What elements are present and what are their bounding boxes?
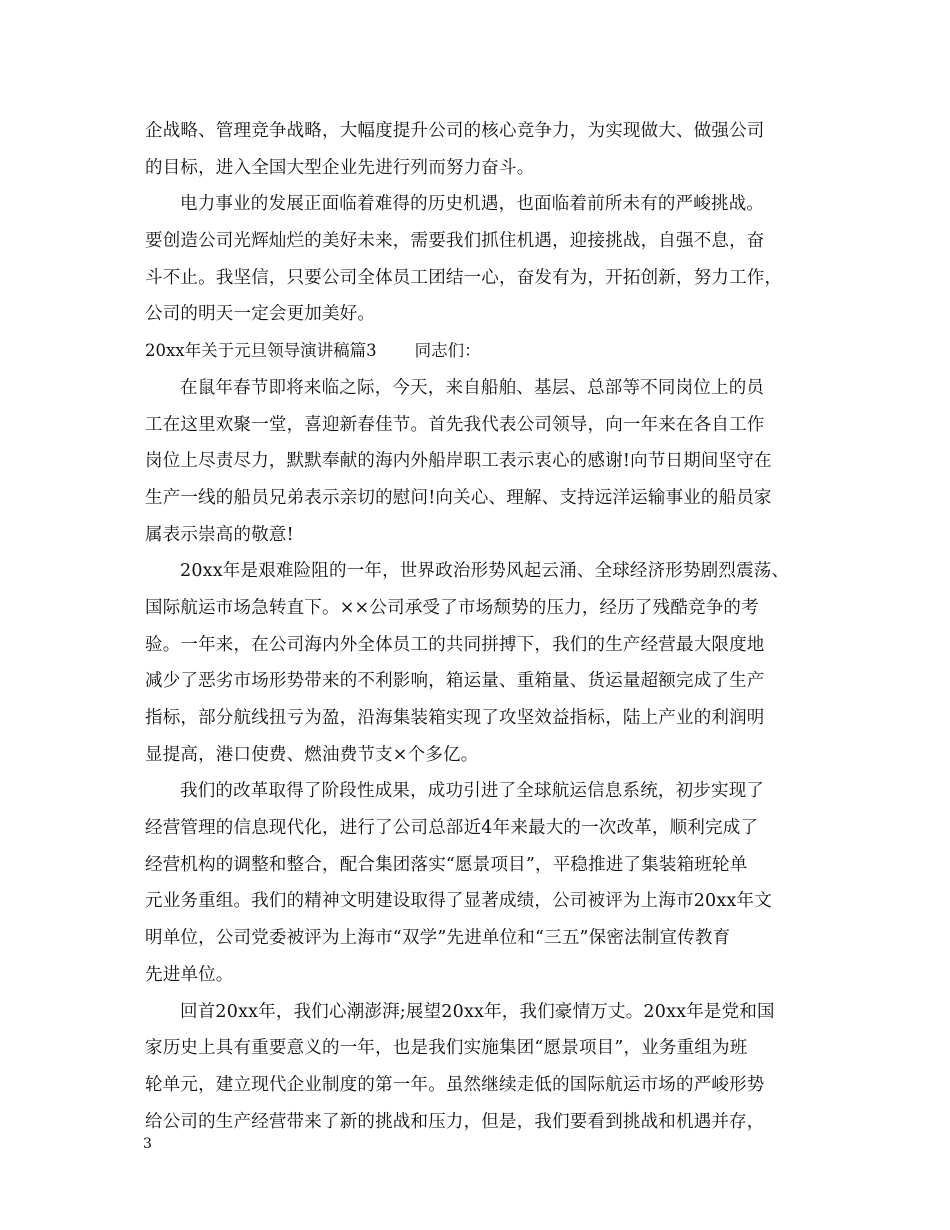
paragraph-line: 要创造公司光辉灿烂的美好未来，需要我们抓住机遇，迎接挑战，自强不息，奋 <box>145 231 765 252</box>
document-body <box>145 113 810 1140</box>
paragraph-first-line: 电力事业的发展正面临着难得的历史机遇，也面临着前所未有的严峻挑战。 <box>180 194 765 215</box>
paragraph-line: 的目标，进入全国大型企业先进行列而努力奋斗。 <box>145 157 535 178</box>
paragraph-line: 属表示崇高的敬意! <box>145 524 294 545</box>
paragraph-line: 验。一年来，在公司海内外全体员工的共同拼搏下，我们的生产经营最大限度地 <box>145 634 765 655</box>
section-heading <box>145 333 810 370</box>
paragraph-line: 元业务重组。我们的精神文明建设取得了显著成绩，公司被评为上海市20xx年文 <box>145 891 772 912</box>
paragraph-first-line: 20xx年是艰难险阻的一年，世界政治形势风起云涌、全球经济形势剧烈震荡、 <box>180 561 790 582</box>
section-title: 20xx年关于元旦领导演讲稿篇3 <box>145 341 377 361</box>
paragraph-line: 斗不止。我坚信，只要公司全体员工团结一心，奋发有为，开拓创新，努力工作， <box>145 267 783 288</box>
paragraph-line: 企战略、管理竞争战略，大幅度提升公司的核心竞争力，为实现做大、做强公司 <box>145 121 765 141</box>
paragraph-line: 国际航运市场急转直下。××公司承受了市场颓势的压力，经历了残酷竞争的考 <box>145 597 759 618</box>
paragraph-line: 显提高，港口使费、燃油费节支×个多亿。 <box>145 744 479 765</box>
paragraph-first-line: 在鼠年春节即将来临之际，今天，来自船舶、基层、总部等不同岗位上的员 <box>180 377 765 398</box>
page-number: 3 <box>143 1136 152 1152</box>
greeting: 同志们： <box>414 341 481 361</box>
paragraph-line: 给公司的生产经营带来了新的挑战和压力，但是，我们要看到挑战和机遇并存， <box>145 1111 765 1132</box>
paragraph-line: 岗位上尽责尽力，默默奉献的海内外船岸职工表示衷心的感谢!向节日期间坚守在 <box>145 451 772 472</box>
paragraph-first-line: 我们的改革取得了阶段性成果，成功引进了全球航运信息系统，初步实现了 <box>180 781 765 802</box>
paragraph-line: 公司的明天一定会更加美好。 <box>145 304 376 325</box>
paragraph-line: 生产一线的船员兄弟表示亲切的慰问!向关心、理解、支持远洋运输事业的船员家 <box>145 487 772 508</box>
paragraph-line: 家历史上具有重要意义的一年，也是我们实施集团“愿景项目”，业务重组为班 <box>145 1038 748 1059</box>
paragraph-line: 指标，部分航线扭亏为盈，沿海集装箱实现了攻坚效益指标，陆上产业的利润明 <box>145 708 765 728</box>
paragraph-line: 工在这里欢聚一堂，喜迎新春佳节。首先我代表公司领导，向一年来在各自工作 <box>145 414 765 435</box>
paragraph-line: 先进单位。 <box>145 964 234 985</box>
paragraph-line: 轮单元，建立现代企业制度的第一年。虽然继续走低的国际航运市场的严峻形势 <box>145 1074 765 1095</box>
paragraph-line: 减少了恶劣市场形势带来的不利影响，箱运量、重箱量、货运量超额完成了生产 <box>145 671 765 692</box>
paragraph-line: 经营管理的信息现代化，进行了公司总部近4年来最大的一次改革，顺利完成了 <box>145 818 759 839</box>
paragraph-first-line: 回首20xx年，我们心潮澎湃;展望20xx年，我们豪情万丈。20xx年是党和国 <box>180 1001 775 1022</box>
paragraph-line: 经营机构的调整和整合，配合集团落实“愿景项目”，平稳推进了集装箱班轮单 <box>145 854 748 875</box>
paragraph-line: 明单位，公司党委被评为上海市“双学”先进单位和“三五”保密法制宣传教育 <box>145 928 731 949</box>
